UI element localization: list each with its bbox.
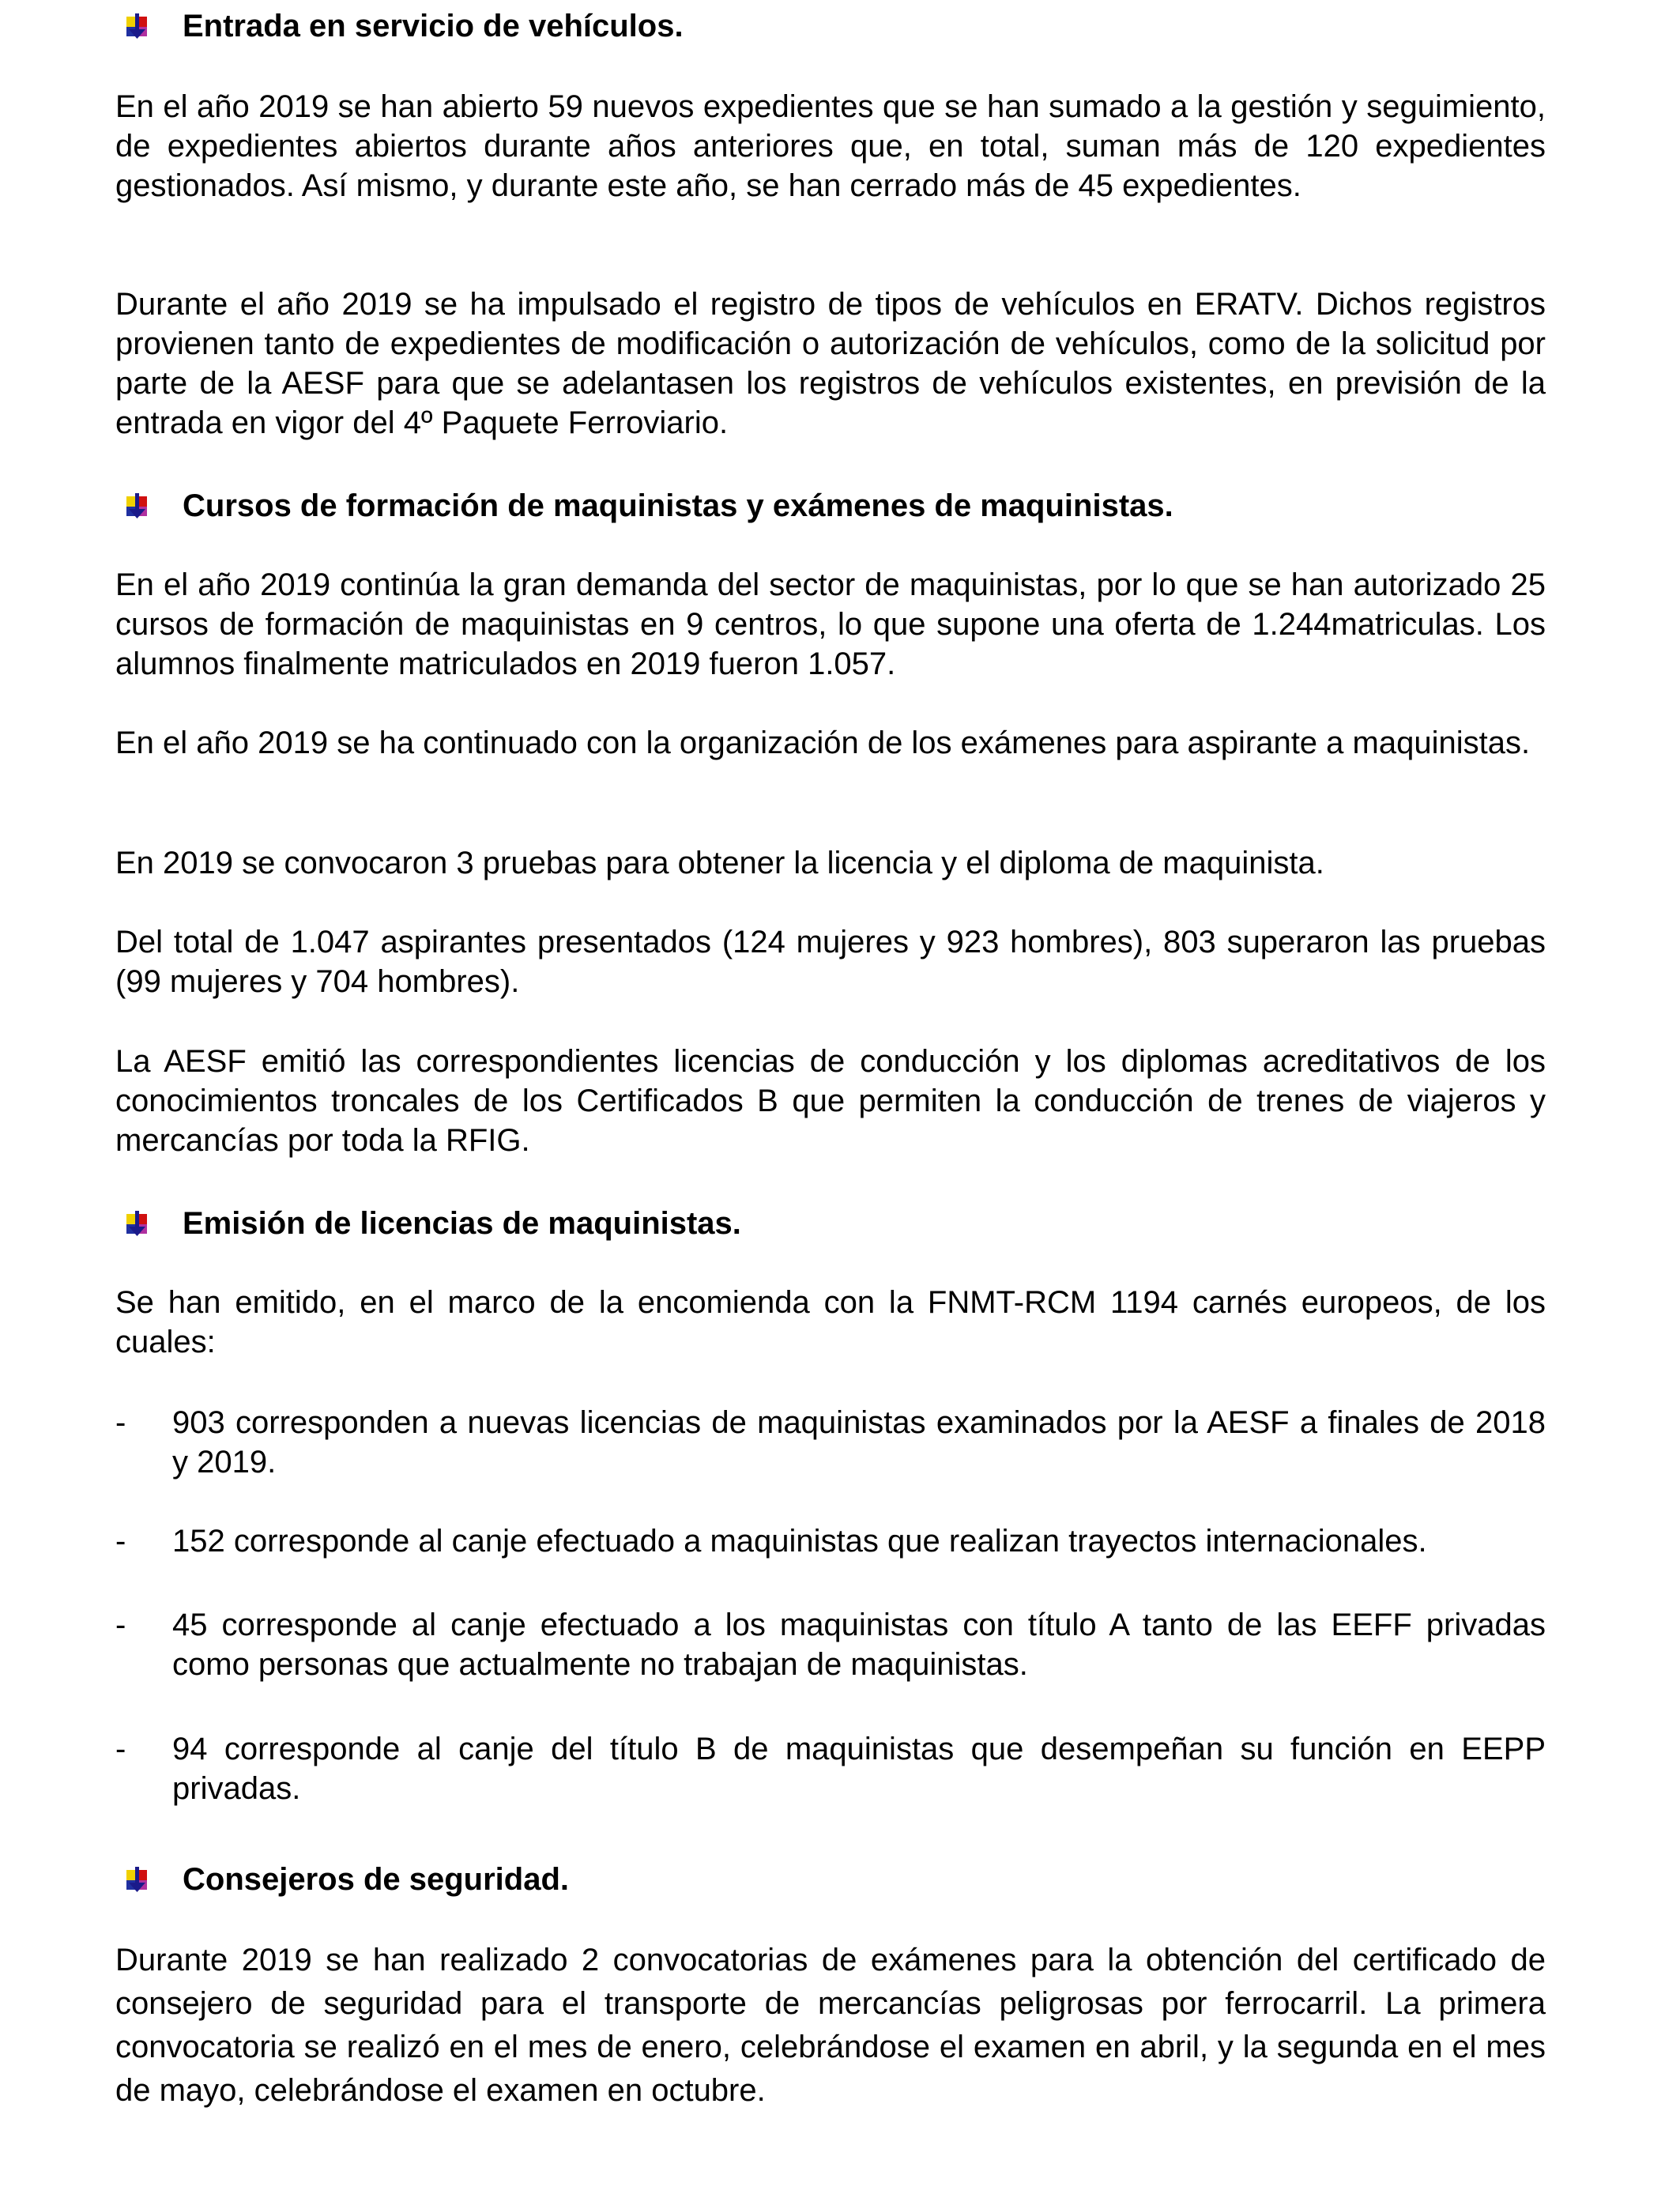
list-dash: - (115, 1405, 126, 1440)
paragraph: En el año 2019 se han abierto 59 nuevos expedientes que se han sumado a la gestión y seguimiento, de expedientes abiertos durante años anteriores que, en total, suman más de 120 expedientes gestionados. Así mismo, y durante este año, se han cerrado más de 45 expedientes. (115, 89, 1546, 203)
paragraph: Del total de 1.047 aspirantes presentados (124 mujeres y 923 hombres), 803 superaron las pruebas (99 mujeres y 704 hombres). (115, 925, 1546, 999)
paragraph: En 2019 se convocaron 3 pruebas para obtener la licencia y el diploma de maquinista. (115, 846, 1324, 880)
list-item-text: 45 corresponde al canje efectuado a los maquinistas con título A tanto de las EEFF privadas como personas que actualmente no trabajan de maquinistas. (172, 1608, 1546, 1682)
last-section-body (115, 1939, 1546, 2113)
section-heading-text: Cursos de formación de maquinistas y exámenes de maquinistas. (183, 488, 1173, 523)
arrow-down-bullet-icon (124, 13, 151, 40)
arrow-down-bullet-icon (124, 1211, 151, 1238)
list-item-text: 152 corresponde al canje efectuado a maquinistas que realizan trayectos internacionales. (172, 1524, 1427, 1559)
paragraph: Se han emitido, en el marco de la encomienda con la FNMT-RCM 1194 carnés europeos, de los cuales: (115, 1285, 1546, 1359)
section-heading-emision (115, 1204, 1613, 1243)
list-item (115, 1729, 1546, 1808)
section-heading-text: Emisión de licencias de maquinistas. (183, 1206, 741, 1241)
arrow-down-bullet-icon (124, 1867, 151, 1894)
section-heading-consejeros (115, 1860, 1613, 1899)
paragraph: En el año 2019 se ha continuado con la organización de los exámenes para aspirante a maquinistas. (115, 726, 1531, 760)
section-heading-entrada (115, 6, 1613, 46)
arrow-down-bullet-icon (124, 493, 151, 520)
list-item-text: 94 corresponde al canje del título B de maquinistas que desempeñan su función en EEPP privadas. (172, 1732, 1546, 1806)
section-heading-text: Consejeros de seguridad. (183, 1862, 570, 1897)
list-item (115, 1521, 1546, 1561)
list-item (115, 1403, 1546, 1482)
paragraph: En el año 2019 continúa la gran demanda del sector de maquinistas, por lo que se han autorizado 25 cursos de formación de maquinistas en 9 centros, lo que supone una oferta de 1.244matriculas. Los alumnos finalmente matriculados en 2019 fueron 1.057. (115, 567, 1546, 681)
list-item-text: 903 corresponden a nuevas licencias de maquinistas examinados por la AESF a finales de 2018 y 2019. (172, 1405, 1546, 1480)
list-item (115, 1605, 1546, 1684)
list-dash: - (115, 1732, 126, 1766)
section-heading-cursos (115, 486, 1613, 526)
list-dash: - (115, 1608, 126, 1642)
section-heading-text: Entrada en servicio de vehículos. (183, 9, 684, 43)
paragraph: La AESF emitió las correspondientes licencias de conducción y los diplomas acreditativos de los conocimientos troncales de los Certificados B que permiten la conducción de trenes de viajeros y mercancías por toda la RFIG. (115, 1044, 1546, 1158)
paragraph: Durante el año 2019 se ha impulsado el registro de tipos de vehículos en ERATV. Dichos registros provienen tanto de expedientes de modificación o autorización de vehículos, como de la solicitud por parte de la AESF para que se adelantasen los registros de vehículos existentes, en previsión de la entrada en vigor del 4º Paquete Ferroviario. (115, 287, 1546, 440)
list-dash: - (115, 1524, 126, 1559)
paragraph: Durante 2019 se han realizado 2 convocatorias de exámenes para la obtención del certificado de consejero de seguridad para el transporte de mercancías peligrosas por ferrocarril. La primera convocatoria se realizó en el mes de enero, celebrándose el examen en abril, y la segunda en el mes de mayo, celebrándose el examen en octubre. (115, 1943, 1546, 2108)
